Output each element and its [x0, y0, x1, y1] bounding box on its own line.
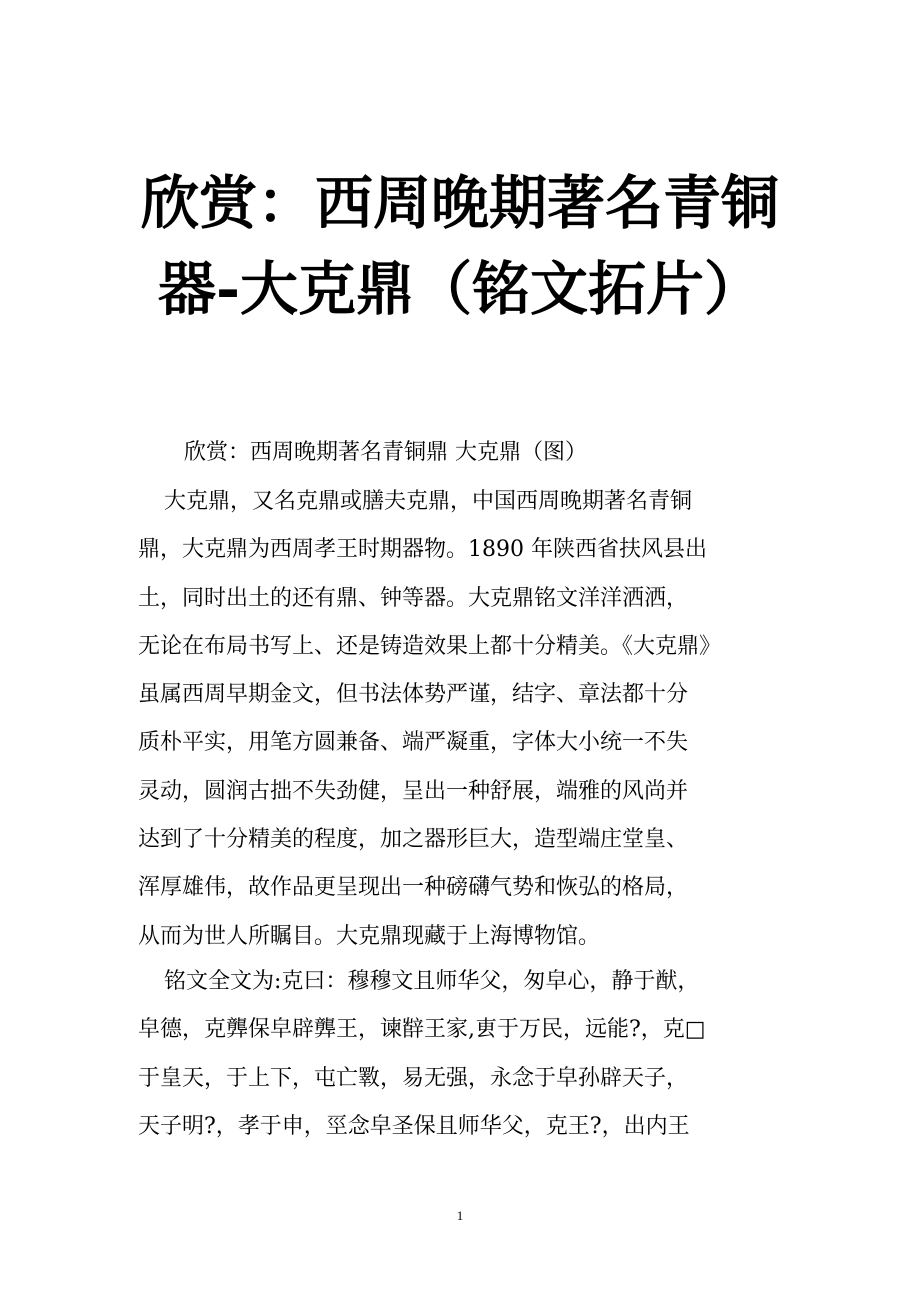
paragraph-line: 灵动，圆润古拙不失劲健，呈出一种舒展，端雅的风尚并	[138, 778, 689, 804]
paragraph-line: 从而为世人所瞩目。大克鼎现藏于上海博物馆。	[138, 923, 601, 949]
document-subtitle: 欣赏：西周晚期著名青铜鼎 大克鼎（图）	[184, 440, 587, 465]
paragraph-line: 天子明?，孝于申，巠念皁圣保且师华父，克王?，出内王	[138, 1113, 690, 1139]
paragraph-intro	[138, 478, 798, 961]
paragraph-line: 虽属西周早期金文，但书法体势严谨，结字、章法都十分	[138, 682, 689, 708]
document-title	[120, 160, 800, 332]
title-line-2: 器-大克鼎（铭文拓片）	[157, 255, 763, 323]
paragraph-line: 无论在布局书写上、还是铸造效果上都十分精美。《大克鼎》	[138, 633, 722, 659]
paragraph-line: 大克鼎，又名克鼎或膳夫克鼎，中国西周晚期著名青铜	[164, 489, 693, 514]
title-line-1: 欣赏：西周晚期著名青铜	[140, 169, 779, 237]
paragraph-line: 鼎，大克鼎为西周孝王时期器物。1890 年陕西省扶风县出	[138, 537, 707, 563]
paragraph-inscription	[138, 958, 798, 1151]
paragraph-line: 铭文全文为:克曰：穆穆文且师华父，匆皁心，静于猷，	[164, 969, 700, 994]
paragraph-line: 达到了十分精美的程度，加之器形巨大，造型端庄堂皇、	[138, 827, 689, 853]
paragraph-line: 质朴平实，用笔方圆兼备、端严凝重，字体大小统一不失	[138, 730, 689, 756]
paragraph-line: 于皇天，于上下，屯亡斁，易无强，永念于皁孙辟天子，	[138, 1065, 689, 1091]
paragraph-line: 皁德，克龏保皁辟龏王，谏辥王家,叀于万民，远能?，克□	[138, 1017, 706, 1043]
page-number: 1	[456, 1208, 464, 1223]
paragraph-line: 土，同时出土的还有鼎、钟等器。大克鼎铭文洋洋洒洒，	[138, 585, 689, 611]
paragraph-line: 浑厚雄伟，故作品更呈现出一种磅礴气势和恢弘的格局，	[138, 875, 689, 901]
